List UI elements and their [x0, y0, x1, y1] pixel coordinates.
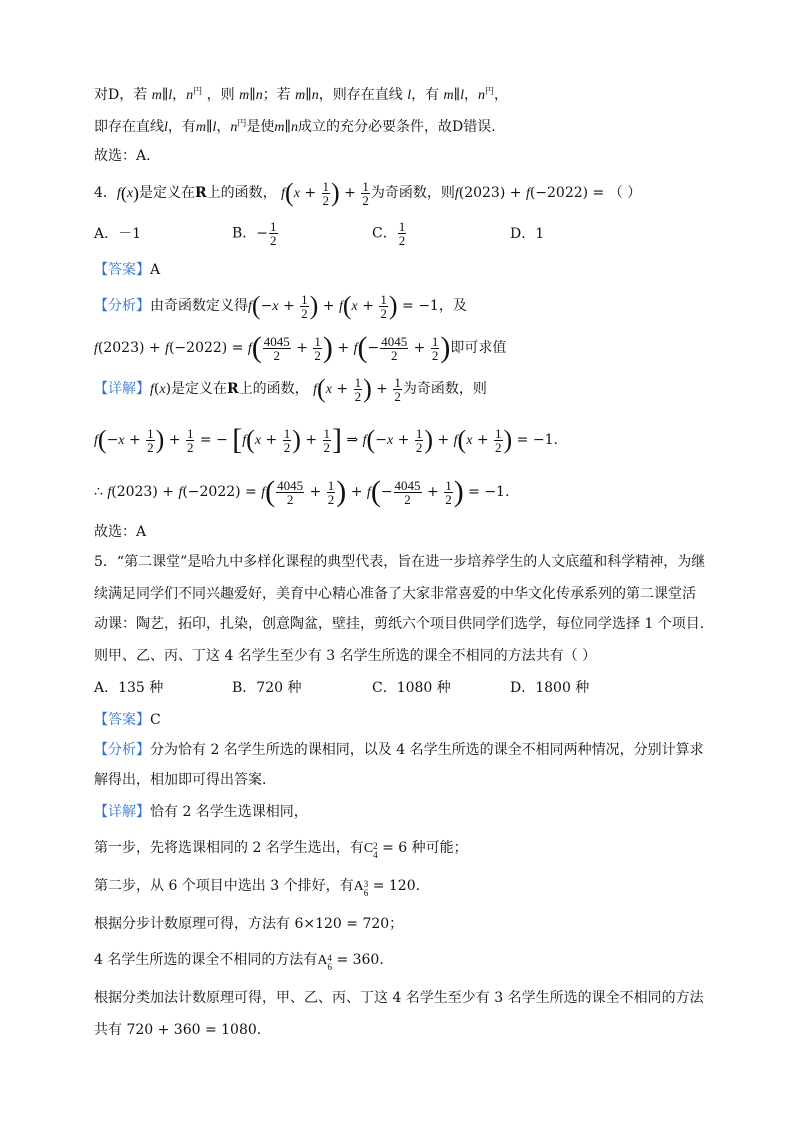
text: R: [227, 381, 239, 397]
text: ，有: [167, 119, 196, 135]
text: 第二步，从 6 个项目中选出 3 个排好，有: [94, 878, 354, 894]
q5-analysis-1: [94, 740, 704, 760]
answer-value: A: [150, 262, 161, 278]
text: ；若: [262, 87, 291, 103]
text: 是使: [246, 119, 275, 135]
analysis-tag: 【分析】: [94, 298, 150, 314]
detail-tag: 【详解】: [94, 381, 150, 397]
q5-analysis-2: 解得出，相加即可得出答案.: [94, 772, 267, 788]
answer-tag: 【答案】: [94, 712, 150, 728]
q4-option-d: D．1: [510, 226, 545, 242]
q4-stem: 4．f(x)是定义在R上的函数， f(x + $\frac{1}{2}$ ) + $\frac{1}{2}$ 为奇函数，则f(2023) + f(−2022) = （ ）: [94, 178, 642, 208]
q5-detail-1: [94, 802, 308, 822]
text: 分为恰有 2 名学生所选的课相同，以及 4 名学生所选的课全不相同两种情况，分别计算求: [150, 742, 704, 758]
q5-step-3: 根据分步计数原理可得，方法有 6×120 = 720；: [94, 916, 404, 932]
prev-line-2: 即存在直线l，有m∥l，$n^円$是使m∥n成立的充分必要条件，故D错误.: [94, 119, 496, 135]
text: 恰有 2 名学生选课相同，: [150, 804, 308, 820]
text: C．: [372, 225, 397, 242]
q5-option-b: B．720 种: [232, 680, 302, 696]
q4-analysis-1: 【分析】由奇函数定义得f(−x + $\frac{1}{2}$ ) + f(x + $\frac{1}{2}$ ) = −1，及: [94, 291, 467, 321]
text: 为奇函数，则: [370, 185, 455, 201]
detail-tag: 【详解】: [94, 804, 150, 820]
q4-detail-1: 【详解】f(x)是定义在R上的函数， f(x + $\frac{1}{2}$ ) + $\frac{1}{2}$ 为奇函数，则: [94, 374, 487, 404]
q4-analysis-2: f(2023) + f(−2022) = f( $\frac{4045}{2}$ + $\frac{1}{2}$ ) + f(− $\frac{4045}{2}$ + $\frac{1}{2}$ )即可求值: [94, 331, 507, 364]
text: = 360.: [336, 952, 384, 968]
q5-option-c: C．1080 种: [372, 680, 451, 696]
q4-option-a: A．－1: [94, 226, 142, 242]
q5-stem-3: 动课：陶艺，拓印，扎染，创意陶盆，壁挂，剪纸六个项目供同学们选学，每位同学选择 1 个项目.: [94, 616, 705, 632]
text: 第一步，先将选课相同的 2 名学生选出，有: [94, 840, 364, 856]
q5-step-4: 4 名学生所选的课全不相同的方法有A 4 $_6$ = 360.: [94, 952, 384, 972]
text: 即可求值: [450, 340, 507, 356]
text: 对D，若: [94, 87, 148, 103]
q5-step-5: 根据分类加法计数原理可得，甲、乙、丙、丁这 4 名学生至少有 3 名学生所选的课全不相同的方法: [94, 990, 704, 1006]
text: （ ）: [608, 185, 642, 201]
q5-step-1: 第一步，先将选课相同的 2 名学生选出，有C 2 $_4$ = 6 种可能；: [94, 840, 468, 860]
text: 是定义在: [171, 381, 228, 397]
text: 上的函数，: [238, 381, 309, 397]
q4-choose: 故选：A: [94, 524, 147, 540]
q5-stem-4: 则甲、乙、丙、丁这 4 名学生至少有 3 名学生所选的课全不相同的方法共有（ ）: [94, 648, 597, 664]
text: ，有: [411, 87, 440, 103]
text: 上的函数，: [206, 185, 277, 201]
analysis-tag: 【分析】: [94, 742, 150, 758]
text: B．: [232, 225, 257, 242]
answer-value: C: [150, 712, 161, 728]
q4-option-c: C． $\frac{1}{2}$: [372, 219, 406, 248]
text: 4 名学生所选的课全不相同的方法有: [94, 952, 318, 968]
text: ，则: [206, 87, 235, 103]
text: R: [195, 185, 207, 201]
text: 即存在直线: [94, 119, 164, 135]
q4-detail-2: f(−x + $\frac{1}{2}$ ) + $\frac{1}{2}$ = − [f(x + $\frac{1}{2}$ ) + $\frac{1}{2}$ ] ⇒ f(−x + $\frac{1}{2}$ ) + f(x + $\frac{1}{2}$ ) = −1.: [94, 423, 558, 456]
text: 成立的充分必要条件，故D错误.: [297, 119, 496, 135]
prev-line-1: 对D，若 m∥l，$n^円$ ，则 m∥n；若 m∥n，则存在直线 l，有 m∥l，$n^円$，: [94, 87, 509, 103]
question-number: 4．: [94, 185, 117, 201]
text: 为奇函数，则: [402, 381, 487, 397]
text: ，及: [438, 298, 467, 314]
q5-stem-1: 5．“第二课堂”是哈九中多样化课程的典型代表，旨在进一步培养学生的人文底蕴和科学精神，为继: [94, 554, 706, 570]
q5-stem-2: 续满足同学们不同兴趣爱好，美育中心精心准备了大家非常喜爱的中华文化传承系列的第二课堂活: [94, 586, 696, 602]
q4-answer: [94, 260, 160, 280]
q5-step-2: 第二步，从 6 个项目中选出 3 个排好，有A 3 $_6$ = 120.: [94, 878, 421, 898]
q4-option-b: B．− $\frac{1}{2}$: [232, 219, 277, 248]
text: = 120.: [372, 878, 421, 894]
text: 由奇函数定义得: [150, 298, 248, 314]
q5-step-6: 共有 720 + 360 = 1080.: [94, 1022, 262, 1038]
text: ，则存在直线: [318, 87, 403, 103]
q5-option-d: D．1800 种: [510, 680, 590, 696]
answer-tag: 【答案】: [94, 262, 150, 278]
q5-answer: [94, 710, 161, 730]
text: = 6 种可能；: [382, 840, 468, 856]
q5-option-a: A．135 种: [94, 680, 164, 696]
text: 是定义在: [139, 185, 196, 201]
prev-choose: 故选：A.: [94, 148, 151, 164]
q4-detail-3: ∴ f(2023) + f(−2022) = f( $\frac{4045}{2}$ + $\frac{1}{2}$ ) + f(− $\frac{4045}{2}$ + $\frac{1}{2}$ ) = −1.: [94, 475, 510, 508]
